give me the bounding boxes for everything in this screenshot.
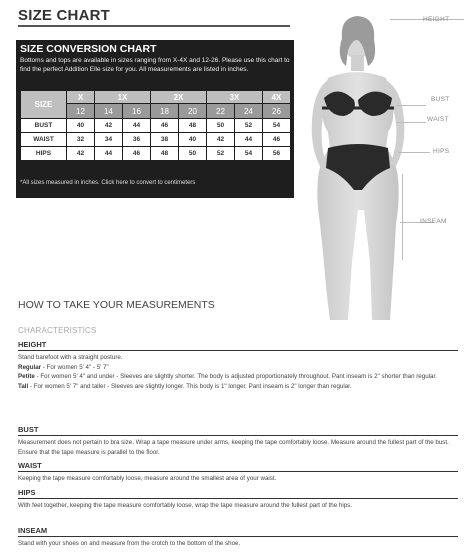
group-header: 3X (207, 91, 263, 104)
table-cell: 44 (95, 147, 123, 161)
inseam-label: INSEAM (420, 218, 447, 225)
table-row (21, 119, 291, 133)
table-cell: 44 (235, 133, 263, 147)
table-cell: 54 (235, 147, 263, 161)
tall-text: - For women 5' 7" and taller - Sleeves are slightly longer. This body is 1" longer. Pant inseam is 2" longer than regular. (28, 382, 352, 390)
height-regular (18, 363, 458, 373)
size-number: 24 (235, 104, 263, 119)
table-cell: 54 (263, 119, 291, 133)
group-header: 4X (263, 91, 291, 104)
size-number: 12 (67, 104, 95, 119)
height-petite (18, 372, 458, 382)
row-label-waist: WAIST (21, 133, 67, 147)
height-section (18, 340, 458, 391)
table-cell: 46 (123, 147, 151, 161)
height-tall (18, 382, 458, 392)
bust-text: Measurement does not pertain to bra size. Wrap a tape measure under arms, keeping the tape comfortably loose. Measure around the fullest part of the bust. Ensure that the tape measure is parallel to the floor. (18, 439, 449, 456)
inseam-vertical-line (402, 174, 403, 260)
group-header: 1X (95, 91, 151, 104)
size-conversion-chart (16, 40, 294, 198)
height-intro: Stand barefoot with a straight posture. (18, 354, 123, 361)
bust-label: BUST (431, 96, 450, 103)
size-number: 16 (123, 104, 151, 119)
table-cell: 52 (235, 119, 263, 133)
hips-text: With feet together, keeping the tape measure comfortably loose, wrap the tape measure around the fullest part of the hips. (18, 502, 352, 509)
convert-to-centimeters-link[interactable]: *All sizes measured in inches. Click here to convert to centimeters (20, 180, 196, 186)
conversion-description: Bottoms and tops are available in sizes ranging from X-4X and 12-26. Please use this chart to find the perfect Addition Elle size for you. All measurements are listed in inches. (20, 57, 290, 73)
page-title: SIZE CHART (18, 7, 110, 24)
inseam-heading: INSEAM (18, 526, 458, 537)
size-number: 14 (95, 104, 123, 119)
height-heading: HEIGHT (18, 340, 458, 351)
bust-guide-line (396, 105, 426, 106)
row-label-hips: HIPS (21, 147, 67, 161)
table-cell: 56 (263, 147, 291, 161)
table-cell: 50 (207, 119, 235, 133)
table-cell: 52 (207, 147, 235, 161)
table-cell: 46 (263, 133, 291, 147)
size-table (20, 90, 291, 161)
waist-label: WAIST (427, 116, 449, 123)
table-cell: 42 (67, 147, 95, 161)
group-header: 2X (151, 91, 207, 104)
table-cell: 48 (151, 147, 179, 161)
height-label: HEIGHT (423, 16, 450, 23)
waist-text: Keeping the tape measure comfortably loose, measure around the smallest area of your waist. (18, 475, 277, 482)
table-cell: 42 (207, 133, 235, 147)
body-silhouette-illustration (300, 0, 470, 330)
table-cell: 40 (67, 119, 95, 133)
body-figure (300, 0, 470, 330)
tall-label: Tall (18, 382, 29, 390)
hips-section (18, 488, 458, 511)
hips-guide-line (398, 152, 430, 153)
table-cell: 48 (179, 119, 207, 133)
size-number: 20 (179, 104, 207, 119)
table-cell: 44 (123, 119, 151, 133)
characteristics-heading: CHARACTERISTICS (18, 326, 97, 335)
size-number: 22 (207, 104, 235, 119)
hips-heading: HIPS (18, 488, 458, 499)
size-number: 18 (151, 104, 179, 119)
petite-label: Petite (18, 373, 35, 380)
title-divider (18, 25, 290, 27)
waist-section (18, 461, 458, 484)
waist-heading: WAIST (18, 461, 458, 472)
inseam-section (18, 526, 458, 549)
petite-text: - For women 5' 4" and under - Sleeves are slightly shorter. The body is adjusted proportionately throughout. Pant inseam is 2" shorter than regular. (34, 373, 437, 380)
table-cell: 32 (67, 133, 95, 147)
regular-text: - For women 5' 4" - 5' 7" (41, 363, 109, 371)
how-to-measure-heading: HOW TO TAKE YOUR MEASUREMENTS (18, 299, 215, 311)
table-cell: 36 (123, 133, 151, 147)
table-cell: 38 (151, 133, 179, 147)
table-row (21, 147, 291, 161)
table-cell: 40 (179, 133, 207, 147)
waist-guide-line (396, 122, 426, 123)
table-row (21, 133, 291, 147)
table-cell: 50 (179, 147, 207, 161)
size-header: SIZE (21, 91, 67, 119)
size-number: 26 (263, 104, 291, 119)
regular-label: Regular (18, 363, 42, 371)
bust-section (18, 425, 458, 457)
inseam-text: Stand with your shoes on and measure from the crotch to the bottom of the shoe. (18, 540, 241, 547)
bust-heading: BUST (18, 425, 458, 436)
table-cell: 34 (95, 133, 123, 147)
row-label-bust: BUST (21, 119, 67, 133)
conversion-title: SIZE CONVERSION CHART (20, 43, 157, 55)
hips-label: HIPS (433, 148, 450, 155)
table-cell: 42 (95, 119, 123, 133)
table-cell: 46 (151, 119, 179, 133)
group-header: X (67, 91, 95, 104)
